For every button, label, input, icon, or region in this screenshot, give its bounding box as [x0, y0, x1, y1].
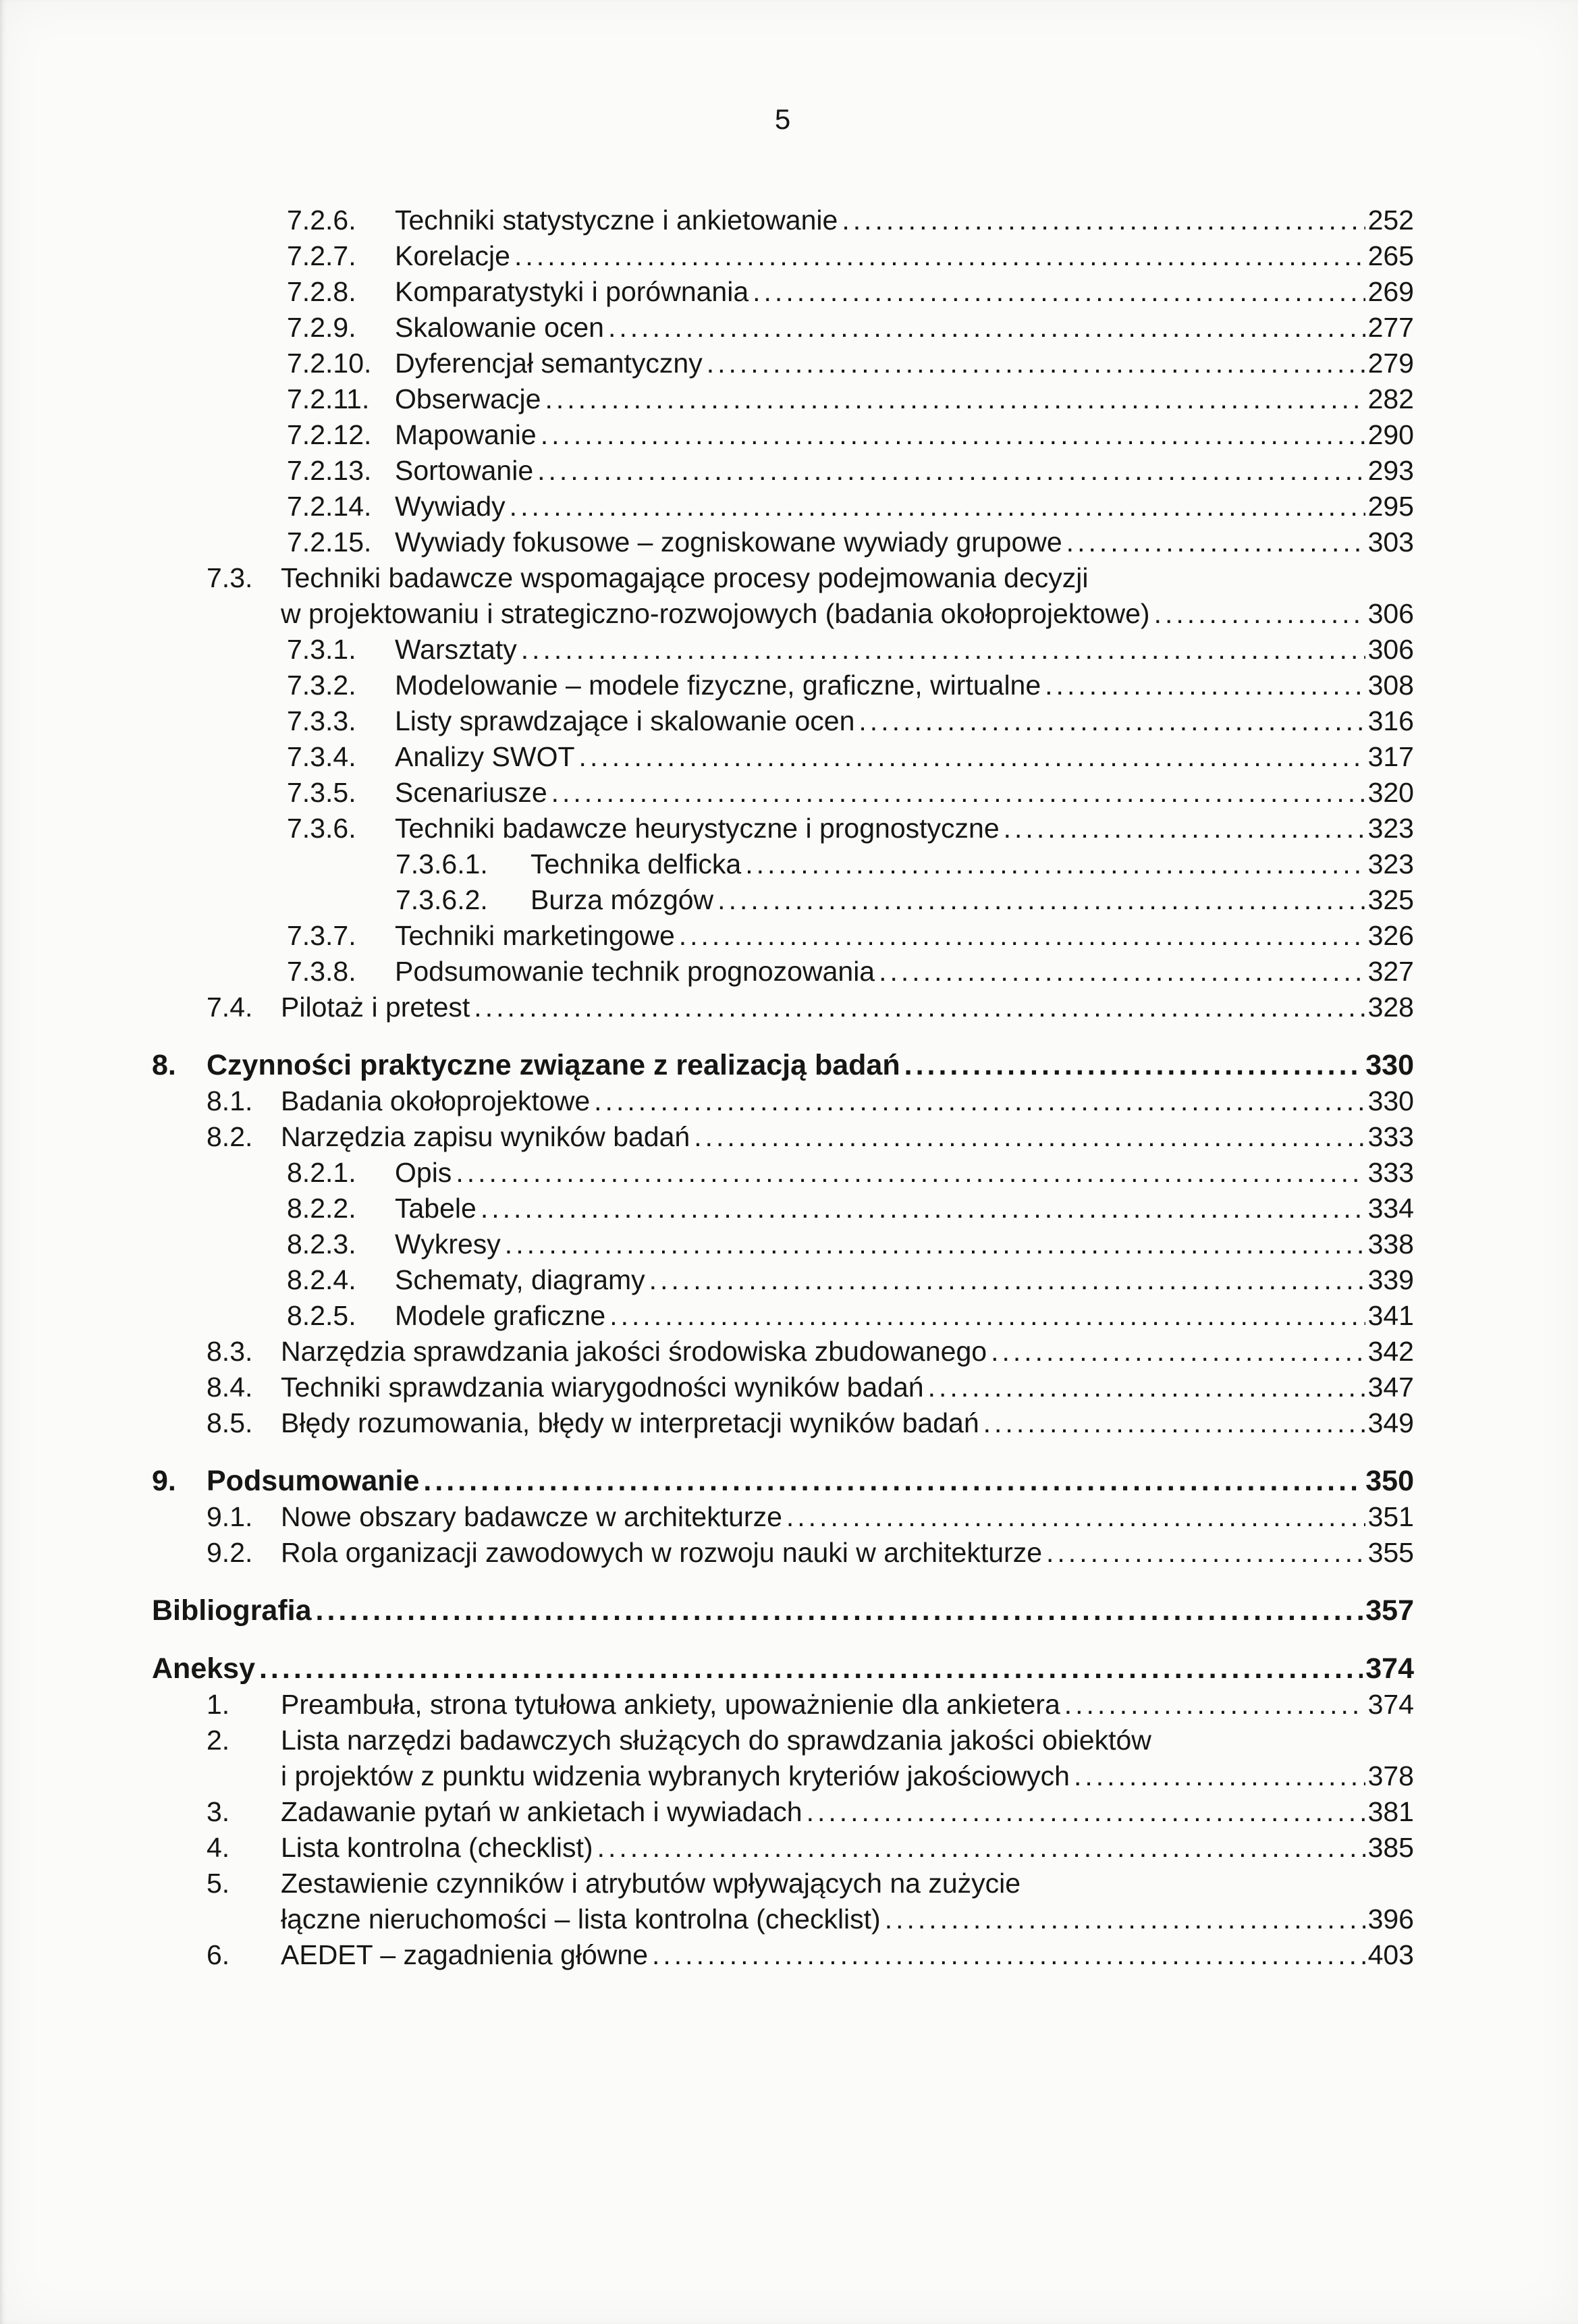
toc-entry-number: 7.2.8. [287, 276, 356, 307]
toc-entry-number: 7.3.5. [287, 777, 356, 808]
dot-leader [423, 1463, 1363, 1499]
toc-entry-page: 328 [1367, 992, 1414, 1023]
dot-leader [456, 1155, 1365, 1191]
toc-entry-number: 7.2.12. [287, 419, 372, 450]
toc-entry-label: Dyferencjał semantyczny [395, 348, 703, 379]
toc-entry [152, 1191, 1414, 1226]
dot-leader [879, 954, 1365, 990]
toc-entry [152, 1334, 1414, 1370]
dot-leader [551, 775, 1365, 811]
toc-entry-label: Podsumowanie technik prognozowania [395, 956, 875, 987]
toc-entry [152, 1298, 1414, 1334]
toc-entry-page: 277 [1367, 312, 1414, 343]
toc-entry-page: 385 [1367, 1832, 1414, 1863]
toc-entry-label: Narzędzia zapisu wyników badań [281, 1121, 690, 1152]
toc-entry-number: 7.2.9. [287, 312, 356, 343]
toc-entry-page: 269 [1367, 276, 1414, 307]
toc-entry-page: 396 [1367, 1903, 1414, 1935]
toc-entry-number: 7.3.6.1. [396, 848, 488, 880]
toc-entry [152, 1794, 1414, 1830]
toc-entry-label: Wywiady [395, 491, 506, 522]
toc-entry-number: 8.2.2. [287, 1193, 356, 1224]
toc-entry [152, 310, 1414, 346]
toc-entry [152, 453, 1414, 489]
toc-entry-label: Preambuła, strona tytułowa ankiety, upoważnienie dla ankietera [281, 1689, 1060, 1720]
toc-entry-label: Techniki sprawdzania wiarygodności wyników badań [281, 1372, 924, 1403]
toc-entry [152, 274, 1414, 310]
toc-entry-page: 341 [1367, 1300, 1414, 1331]
toc-entry-label: Czynności praktyczne związane z realizacją badań [207, 1049, 900, 1081]
toc-entry-page: 330 [1367, 1085, 1414, 1116]
toc-entry-page: 265 [1367, 240, 1414, 271]
toc-entry-number: 7.2.7. [287, 240, 356, 271]
toc-entry-number: 7.3.8. [287, 956, 356, 987]
dot-leader [609, 1298, 1365, 1334]
toc-entry-number: 2. [207, 1725, 230, 1756]
toc-entry-page: 290 [1367, 419, 1414, 450]
dot-leader [885, 1901, 1365, 1937]
toc-entry-number: 7.3.6. [287, 813, 356, 844]
toc-entry-label: Komparatystyki i porównania [395, 276, 749, 307]
toc-entry-page: 374 [1367, 1689, 1414, 1720]
toc-entry-page: 293 [1367, 455, 1414, 486]
toc-entry-page: 323 [1367, 813, 1414, 844]
toc-entry-number: 7.2.15. [287, 526, 372, 558]
toc-entry [152, 1593, 1414, 1629]
dot-leader [514, 238, 1365, 274]
dot-leader [259, 1651, 1363, 1687]
toc-entry-label: Warsztaty [395, 634, 517, 665]
dot-leader [786, 1499, 1365, 1535]
toc-entry-page: 374 [1365, 1652, 1414, 1685]
toc-entry-page: 252 [1367, 205, 1414, 236]
toc-entry-number: 7.3.4. [287, 741, 356, 772]
toc-entry [152, 560, 1414, 632]
toc-entry-label: AEDET – zagadnienia główne [281, 1939, 648, 1970]
toc-entry-number: 7.2.14. [287, 491, 372, 522]
toc-entry-number: 7.2.10. [287, 348, 372, 379]
toc-entry-page: 316 [1367, 705, 1414, 736]
toc-entry-label: i projektów z punktu widzenia wybranych kryteriów jakościowych [281, 1760, 1070, 1791]
dot-leader [652, 1937, 1365, 1973]
dot-leader [1066, 524, 1365, 560]
toc-entry-page: 381 [1367, 1796, 1414, 1827]
dot-leader [991, 1334, 1365, 1370]
toc-entry-label: Opis [395, 1157, 452, 1188]
dot-leader [807, 1794, 1365, 1830]
dot-leader [1046, 1535, 1365, 1571]
toc-entry-page: 306 [1367, 598, 1414, 629]
toc-entry [152, 1463, 1414, 1499]
toc-entry-page: 317 [1367, 741, 1414, 772]
toc-entry-label: Lista kontrolna (checklist) [281, 1832, 593, 1863]
dot-leader [707, 346, 1365, 381]
toc-entry-page: 334 [1367, 1193, 1414, 1224]
toc-entry [152, 990, 1414, 1025]
toc-entry-label: Schematy, diagramy [395, 1264, 645, 1295]
toc-entry-page: 339 [1367, 1264, 1414, 1295]
dot-leader [541, 417, 1365, 453]
toc-entry-label: Skalowanie ocen [395, 312, 604, 343]
toc-entry-number: 3. [207, 1796, 230, 1827]
dot-leader [859, 703, 1365, 739]
toc-entry-label: Tabele [395, 1193, 477, 1224]
toc-entry-label: Lista narzędzi badawczych służących do sprawdzania jakości obiektów [281, 1725, 1151, 1756]
dot-leader [842, 202, 1365, 238]
toc-entry-number: 7.3. [207, 562, 253, 593]
toc-entry-page: 350 [1365, 1465, 1414, 1497]
toc-entry-label: Zestawienie czynników i atrybutów wpływających na zużycie [281, 1868, 1021, 1899]
toc-entry-number: 7.3.2. [287, 670, 356, 701]
dot-leader [1045, 668, 1365, 703]
toc-entry-number: 9. [152, 1465, 176, 1497]
toc-entry-label: w projektowaniu i strategiczno-rozwojowych (badania okołoprojektowe) [281, 598, 1150, 629]
dot-leader [694, 1119, 1365, 1155]
toc-entry-label: Sortowanie [395, 455, 534, 486]
toc-entry [152, 1830, 1414, 1866]
toc-entry-page: 349 [1367, 1407, 1414, 1438]
toc-entry-page: 351 [1367, 1501, 1414, 1532]
toc-entry-page: 279 [1367, 348, 1414, 379]
toc-entry-label: Technika delficka [530, 848, 742, 880]
toc-entry-page: 347 [1367, 1372, 1414, 1403]
toc-entry [152, 1048, 1414, 1083]
toc-entry-label: Techniki statystyczne i ankietowanie [395, 205, 838, 236]
toc-entry [152, 668, 1414, 703]
dot-leader [745, 846, 1365, 882]
toc-entry-label: Techniki badawcze heurystyczne i prognostyczne [395, 813, 1000, 844]
toc-entry-number: 7.2.11. [287, 383, 370, 414]
toc-entry-number: 7.2.6. [287, 205, 356, 236]
toc-entry [152, 1651, 1414, 1687]
toc-entry-number: 7.2.13. [287, 455, 372, 486]
toc-entry-label: Pilotaż i pretest [281, 992, 470, 1023]
toc-entry [152, 1535, 1414, 1571]
dot-leader [594, 1083, 1365, 1119]
toc-entry [152, 417, 1414, 453]
toc-entry-page: 333 [1367, 1157, 1414, 1188]
toc-entry [152, 1083, 1414, 1119]
dot-leader [481, 1191, 1365, 1226]
dot-leader [579, 739, 1365, 775]
dot-leader [679, 918, 1365, 954]
dot-leader [1004, 811, 1365, 846]
toc-entry-number: 9.1. [207, 1501, 253, 1532]
toc-entry-page: 323 [1367, 848, 1414, 880]
toc-entry-number: 8.2.4. [287, 1264, 356, 1295]
toc-list [152, 202, 1414, 1973]
toc-entry-label: Modele graficzne [395, 1300, 606, 1331]
dot-leader [608, 310, 1365, 346]
dot-leader [983, 1405, 1365, 1441]
toc-entry-label: Błędy rozumowania, błędy w interpretacji wyników badań [281, 1407, 979, 1438]
toc-entry-label: Badania okołoprojektowe [281, 1085, 591, 1116]
toc-entry-label: Obserwacje [395, 383, 541, 414]
dot-leader [649, 1262, 1365, 1298]
toc-entry-label: Wykresy [395, 1228, 501, 1260]
toc-entry [152, 524, 1414, 560]
toc-entry-label: Rola organizacji zawodowych w rozwoju nauki w architekturze [281, 1537, 1043, 1568]
toc-entry-number: 8.2.5. [287, 1300, 356, 1331]
toc-entry-number: 5. [207, 1868, 230, 1899]
toc-entry [152, 1262, 1414, 1298]
toc-entry-page: 295 [1367, 491, 1414, 522]
toc-entry-number: 8.2.3. [287, 1228, 356, 1260]
toc-entry-number: 6. [207, 1939, 230, 1970]
toc-entry-page: 338 [1367, 1228, 1414, 1260]
toc-entry [152, 954, 1414, 990]
toc-entry-page: 355 [1367, 1537, 1414, 1568]
toc-entry [152, 775, 1414, 811]
dot-leader [904, 1048, 1363, 1083]
toc-entry-label: łączne nieruchomości – lista kontrolna (checklist) [281, 1903, 881, 1935]
toc-entry [152, 1405, 1414, 1441]
toc-entry [152, 1155, 1414, 1191]
dot-leader [1074, 1758, 1365, 1794]
toc-entry-label: Aneksy [152, 1652, 255, 1685]
toc-entry-label: Bibliografia [152, 1594, 312, 1627]
toc-entry-label: Wywiady fokusowe – zogniskowane wywiady grupowe [395, 526, 1062, 558]
dot-leader [1154, 596, 1365, 632]
toc-entry-page: 378 [1367, 1760, 1414, 1791]
toc-entry-number: 8.1. [207, 1085, 253, 1116]
toc-entry-number: 8.3. [207, 1336, 253, 1367]
toc-entry-label: Techniki badawcze wspomagające procesy podejmowania decyzji [281, 562, 1089, 593]
toc-entry-page: 282 [1367, 383, 1414, 414]
dot-leader [474, 990, 1365, 1025]
toc-entry-number: 4. [207, 1832, 230, 1863]
dot-leader [316, 1593, 1363, 1629]
toc-entry-number: 7.3.1. [287, 634, 356, 665]
toc-entry [152, 882, 1414, 918]
toc-entry-label: Korelacje [395, 240, 510, 271]
dot-leader [505, 1226, 1365, 1262]
toc-entry [152, 1687, 1414, 1723]
toc-entry [152, 1370, 1414, 1405]
toc-entry-page: 320 [1367, 777, 1414, 808]
toc-entry-number: 8.2.1. [287, 1157, 356, 1188]
toc-entry-page: 330 [1365, 1049, 1414, 1081]
toc-entry [152, 1226, 1414, 1262]
toc-entry-label: Listy sprawdzające i skalowanie ocen [395, 705, 855, 736]
dot-leader [717, 882, 1365, 918]
toc-entry-label: Scenariusze [395, 777, 547, 808]
toc-entry [152, 1937, 1414, 1973]
toc-entry-label: Nowe obszary badawcze w architekturze [281, 1501, 782, 1532]
toc-entry-page: 325 [1367, 884, 1414, 915]
toc-entry-label: Modelowanie – modele fizyczne, graficzne, wirtualne [395, 670, 1041, 701]
toc-entry [152, 1499, 1414, 1535]
dot-leader [753, 274, 1365, 310]
toc-entry-page: 357 [1365, 1594, 1414, 1627]
toc-entry-page: 326 [1367, 920, 1414, 951]
toc-entry-number: 7.3.6.2. [396, 884, 488, 915]
toc-entry [152, 346, 1414, 381]
toc-entry [152, 381, 1414, 417]
toc-entry-label: Narzędzia sprawdzania jakości środowiska zbudowanego [281, 1336, 987, 1367]
toc-entry [152, 811, 1414, 846]
toc-entry-page: 308 [1367, 670, 1414, 701]
page-number: 5 [774, 103, 792, 135]
toc-entry-number: 8.2. [207, 1121, 253, 1152]
toc-entry [152, 202, 1414, 238]
toc-entry-number: 7.3.3. [287, 705, 356, 736]
toc-entry-label: Mapowanie [395, 419, 537, 450]
toc-entry-label: Zadawanie pytań w ankietach i wywiadach [281, 1796, 802, 1827]
toc-entry-number: 9.2. [207, 1537, 253, 1568]
toc-entry [152, 238, 1414, 274]
toc-entry-page: 333 [1367, 1121, 1414, 1152]
toc-entry-page: 342 [1367, 1336, 1414, 1367]
toc-entry-label: Burza mózgów [530, 884, 714, 915]
dot-leader [597, 1830, 1365, 1866]
toc-entry-number: 8.4. [207, 1372, 253, 1403]
toc-entry-page: 327 [1367, 956, 1414, 987]
dot-leader [537, 453, 1365, 489]
toc-entry-label: Techniki marketingowe [395, 920, 675, 951]
toc-entry [152, 632, 1414, 668]
toc-entry [152, 489, 1414, 524]
toc-entry [152, 1119, 1414, 1155]
toc-entry [152, 918, 1414, 954]
toc-entry-number: 7.3.7. [287, 920, 356, 951]
toc-entry [152, 846, 1414, 882]
toc-entry-number: 8.5. [207, 1407, 253, 1438]
toc-entry-page: 306 [1367, 634, 1414, 665]
toc-entry-label: Podsumowanie [207, 1465, 420, 1497]
toc-entry-page: 403 [1367, 1939, 1414, 1970]
dot-leader [521, 632, 1365, 668]
toc-entry [152, 739, 1414, 775]
toc-entry [152, 1723, 1414, 1794]
dot-leader [510, 489, 1365, 524]
toc-entry-number: 8. [152, 1049, 176, 1081]
toc-entry-number: 7.4. [207, 992, 253, 1023]
toc-entry [152, 703, 1414, 739]
dot-leader [545, 381, 1365, 417]
toc-entry-page: 303 [1367, 526, 1414, 558]
toc-entry-label: Analizy SWOT [395, 741, 575, 772]
toc-entry-number: 1. [207, 1689, 230, 1720]
dot-leader [1064, 1687, 1365, 1723]
toc-entry [152, 1866, 1414, 1937]
dot-leader [928, 1370, 1365, 1405]
